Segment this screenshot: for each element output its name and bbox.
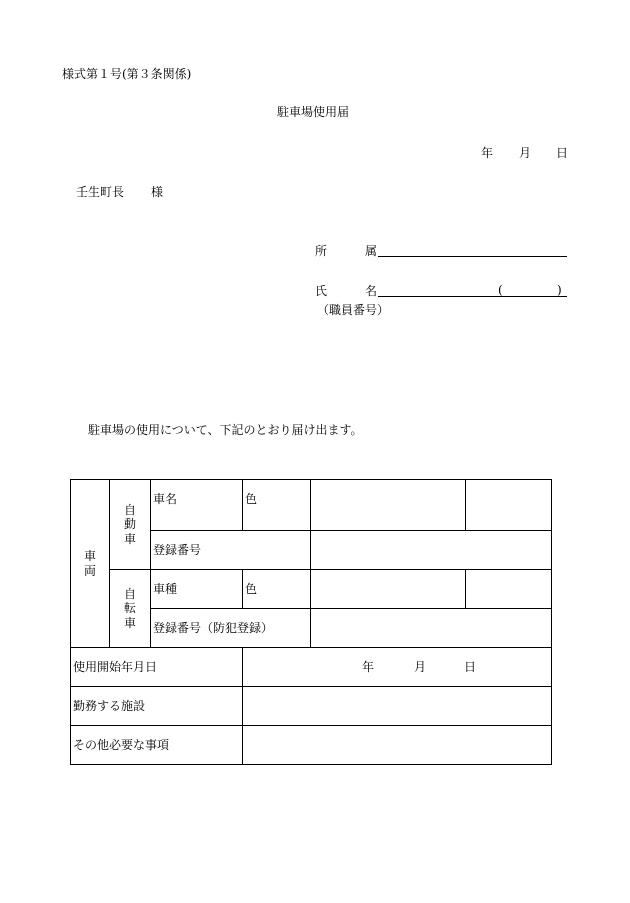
- car-color-label: 色: [243, 480, 311, 531]
- bike-type-label: 車種: [151, 570, 243, 609]
- addressee-suffix: 様: [151, 185, 164, 199]
- table-row: [71, 648, 552, 687]
- car-label-char: 車: [123, 531, 136, 546]
- staff-number-label: （職員番号）: [317, 303, 390, 317]
- facility-label: 勤務する施設: [71, 687, 243, 726]
- staff-number-paren-close: ): [557, 283, 562, 297]
- bike-registration-input[interactable]: [311, 609, 552, 648]
- document-title: 駐車場使用届: [277, 105, 350, 119]
- start-day-label: 日: [464, 660, 477, 674]
- start-year-label: 年: [362, 660, 375, 674]
- table-row: [71, 570, 552, 609]
- start-month-label: 月: [414, 660, 427, 674]
- other-label: その他必要な事項: [71, 726, 243, 765]
- car-label-cell: [110, 480, 151, 570]
- bike-type-input[interactable]: [311, 570, 466, 609]
- vehicle-label-char: 車: [83, 549, 96, 564]
- form-number: 様式第１号(第３条関係): [62, 67, 192, 81]
- bicycle-label-char: 転: [123, 601, 136, 616]
- car-label-char: 自: [123, 502, 136, 517]
- car-label-char: 動: [123, 517, 136, 532]
- vehicle-label-cell: [71, 480, 110, 648]
- date-day-label: 日: [556, 146, 569, 160]
- other-input[interactable]: [243, 726, 552, 765]
- bicycle-label-char: 自: [123, 586, 136, 601]
- affiliation-label-1: 所: [315, 244, 328, 258]
- addressee: 壬生町長: [76, 185, 125, 199]
- bike-registration-label: 登録番号（防犯登録）: [151, 609, 311, 648]
- affiliation-field[interactable]: [378, 256, 567, 257]
- table-row: [71, 687, 552, 726]
- bike-color-input[interactable]: [466, 570, 552, 609]
- start-date-input[interactable]: [243, 648, 552, 687]
- statement-text: 駐車場の使用について、下記のとおり届け出ます。: [88, 423, 363, 437]
- car-registration-label: 登録番号: [151, 531, 311, 570]
- name-field[interactable]: [378, 296, 567, 297]
- bike-color-label: 色: [243, 570, 311, 609]
- bicycle-label-char: 車: [123, 615, 136, 630]
- name-label-2: 名: [365, 284, 378, 298]
- affiliation-label-2: 属: [365, 244, 378, 258]
- table-row: [71, 726, 552, 765]
- car-color-input[interactable]: [466, 480, 552, 531]
- date-month-label: 月: [519, 146, 532, 160]
- date-year-label: 年: [481, 146, 494, 160]
- name-label-1: 氏: [315, 284, 328, 298]
- table-row: [71, 480, 552, 531]
- vehicle-label-char: 両: [83, 563, 96, 578]
- staff-number-paren-open: (: [498, 283, 503, 297]
- bicycle-label-cell: [110, 570, 151, 648]
- start-date-label: 使用開始年月日: [71, 648, 243, 687]
- car-registration-input[interactable]: [311, 531, 552, 570]
- vehicle-form-table: [70, 479, 552, 765]
- car-name-input[interactable]: [311, 480, 466, 531]
- facility-input[interactable]: [243, 687, 552, 726]
- car-name-label: 車名: [151, 480, 243, 531]
